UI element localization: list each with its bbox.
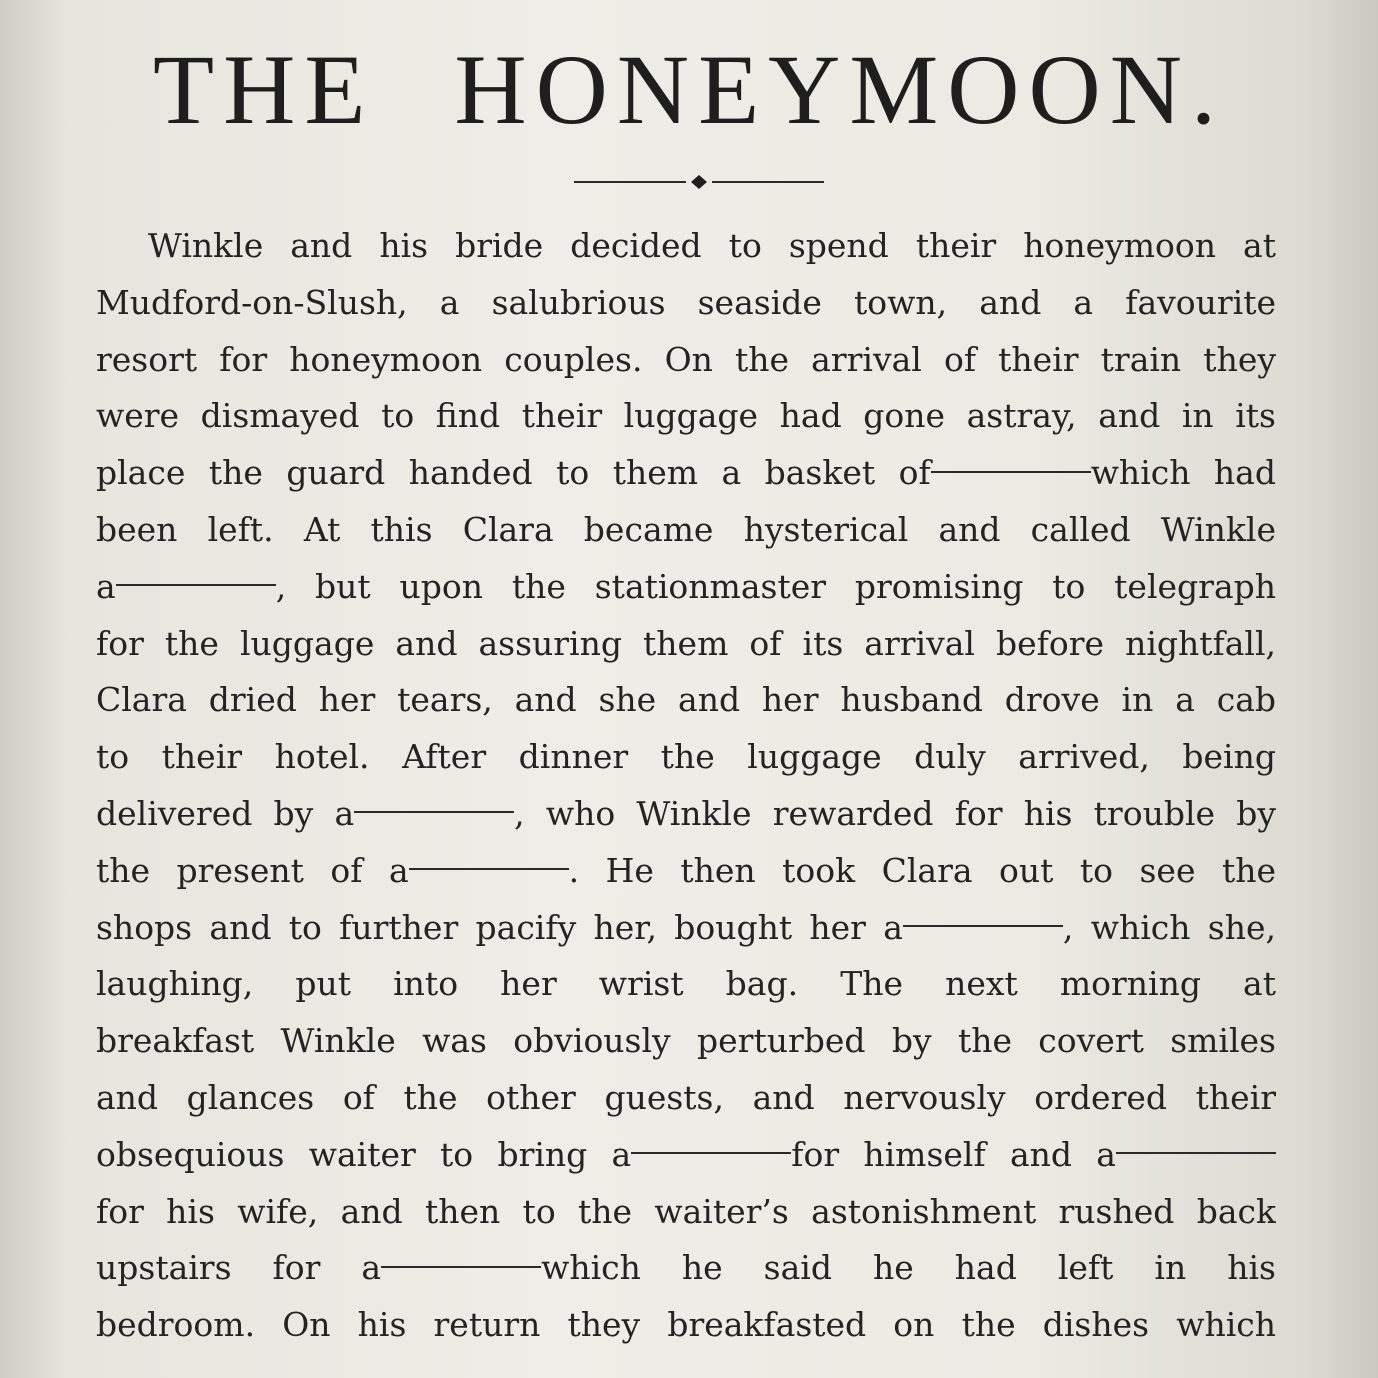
text-segment: , which she, — [1062, 907, 1276, 947]
text-line — [96, 1184, 1276, 1241]
text-line — [96, 843, 1276, 900]
text-segment: breakfast Winkle was obviously perturbed by the covert smiles — [96, 1021, 1276, 1061]
text-segment: . He then took Clara out to see the — [568, 850, 1276, 890]
title-word-the: THE — [153, 34, 375, 145]
text-segment: and glances of the other guests, and nervously ordered their — [96, 1077, 1276, 1117]
text-segment: Winkle and his bride decided to spend their honeymoon at — [148, 226, 1276, 265]
text-segment: for himself and a — [791, 1134, 1116, 1174]
text-segment: laughing, put into her wrist bag. The next morning at — [96, 964, 1276, 1004]
text-segment: which had — [1090, 453, 1276, 493]
text-line — [96, 672, 1276, 729]
text-line — [96, 1127, 1276, 1184]
text-segment: for the luggage and assuring them of its arrival before nightfall, — [96, 623, 1276, 663]
text-line — [96, 616, 1276, 673]
text-segment: bedroom. On his return they breakfasted on the dishes which — [96, 1305, 1276, 1345]
text-segment: , who Winkle rewarded for his trouble by — [514, 793, 1276, 833]
text-segment: place the guard handed to them a basket of — [96, 453, 931, 493]
text-segment: obsequious waiter to bring a — [96, 1134, 632, 1174]
text-line — [96, 275, 1276, 332]
text-segment: were dismayed to find their luggage had gone astray, and in its — [96, 396, 1276, 436]
text-line — [96, 900, 1276, 957]
fill-in-blank — [631, 1152, 791, 1154]
text-line — [96, 388, 1276, 445]
text-line — [96, 445, 1276, 502]
text-line — [96, 559, 1276, 616]
text-segment: been left. At this Clara became hysterical and called Winkle — [96, 509, 1276, 549]
text-segment: for his wife, and then to the waiter’s astonishment rushed back — [96, 1191, 1276, 1231]
text-segment: Clara dried her tears, and she and her husband drove in a cab — [96, 680, 1276, 720]
text-segment: , but upon the stationmaster promising to telegraph — [275, 566, 1276, 606]
text-line — [96, 1013, 1276, 1070]
text-segment: shops and to further pacify her, bought her a — [96, 907, 903, 947]
text-line — [96, 1240, 1276, 1297]
text-segment: upstairs for a — [96, 1248, 382, 1288]
text-segment: resort for honeymoon couples. On the arrival of their train they — [96, 339, 1276, 379]
text-line — [96, 218, 1276, 275]
fill-in-blank — [1116, 1152, 1276, 1154]
fill-in-blank — [931, 471, 1091, 473]
text-line — [96, 332, 1276, 389]
text-line — [96, 1070, 1276, 1127]
fill-in-blank — [409, 868, 569, 870]
fill-in-blank — [116, 584, 276, 586]
fill-in-blank — [354, 811, 514, 813]
text-segment: delivered by a — [96, 793, 355, 833]
text-line — [96, 956, 1276, 1013]
fill-in-blank — [903, 925, 1063, 927]
text-segment: to their hotel. After dinner the luggage duly arrived, being — [96, 737, 1276, 777]
fill-in-blank — [381, 1266, 541, 1268]
text-segment: a — [96, 566, 116, 606]
story-paragraph — [96, 218, 1276, 1354]
ornament-divider — [574, 170, 824, 194]
text-segment: the present of a — [96, 850, 409, 890]
title-word-honeymoon: HONEYMOON. — [454, 34, 1225, 145]
text-segment: which he said he had left in his — [541, 1248, 1276, 1288]
text-line — [96, 502, 1276, 559]
text-line — [96, 786, 1276, 843]
text-segment: Mudford-on-Slush, a salubrious seaside town, and a favourite — [96, 282, 1276, 322]
text-line — [96, 729, 1276, 786]
text-line — [96, 1297, 1276, 1354]
page-title — [0, 34, 1378, 145]
